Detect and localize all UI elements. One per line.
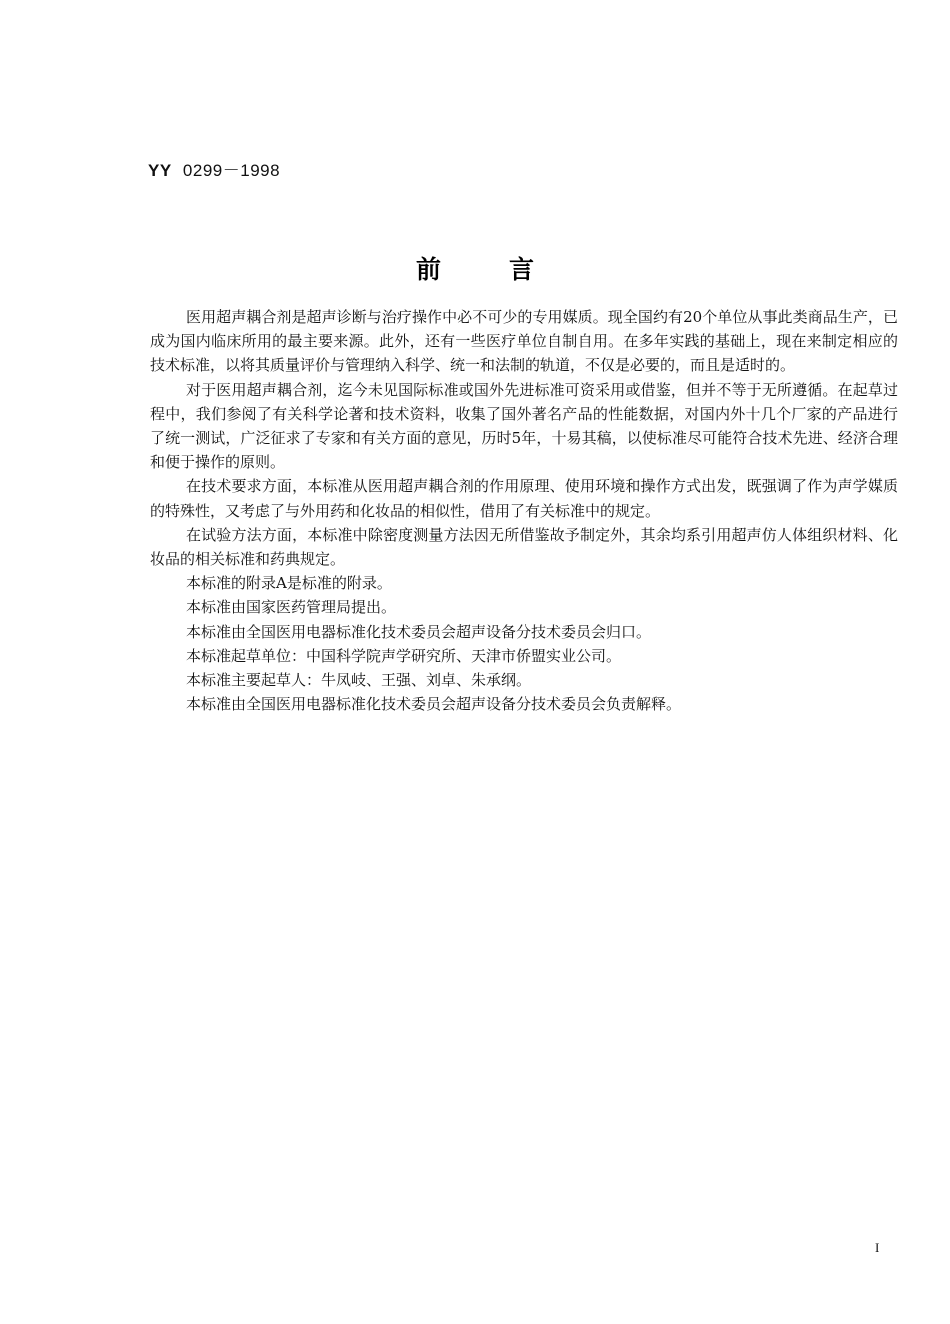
paragraph-2: 对于医用超声耦合剂，迄今未见国际标准或国外先进标准可资采用或借鉴，但并不等于无所遵循。在起草过程中，我们参阅了有关科学论著和技术资料，收集了国外著名产品的性能数据，对国内外十几个厂家的产品进行了统一测试，广泛征求了专家和有关方面的意见，历时5年，十易其稿，以使标准尽可能符合技术先进、经济合理和便于操作的原则。 [150, 380, 898, 472]
foreword-body [150, 305, 898, 716]
paragraph-10: 本标准由全国医用电器标准化技术委员会超声设备分技术委员会负责解释。 [186, 695, 682, 714]
paragraph-9: 本标准主要起草人：牛凤岐、王强、刘卓、朱承纲。 [186, 671, 532, 690]
standard-prefix: YY [148, 161, 172, 180]
paragraph-3: 在技术要求方面，本标准从医用超声耦合剂的作用原理、使用环境和操作方式出发，既强调了作为声学媒质的特殊性，又考虑了与外用药和化妆品的相似性，借用了有关标准中的规定。 [150, 477, 898, 520]
page-number: I [875, 1240, 880, 1255]
standard-number: 0299－1998 [182, 161, 281, 180]
paragraph-7: 本标准由全国医用电器标准化技术委员会超声设备分技术委员会归口。 [186, 622, 652, 641]
standard-code [148, 156, 280, 181]
paragraph-1: 医用超声耦合剂是超声诊断与治疗操作中必不可少的专用媒质。现全国约有20个单位从事此类商品生产，已成为国内临床所用的最主要来源。此外，还有一些医疗单位自制自用。在多年实践的基础上，现在来制定相应的技术标准，以将其质量评价与管理纳入科学、统一和法制的轨道，不仅是必要的，而且是适时的。 [150, 308, 898, 375]
paragraph-6: 本标准由国家医药管理局提出。 [186, 598, 397, 617]
section-title: 前言 [415, 255, 602, 284]
paragraph-8: 本标准起草单位：中国科学院声学研究所、天津市侨盟实业公司。 [186, 646, 622, 665]
paragraph-5: 本标准的附录A是标准的附录。 [186, 574, 392, 593]
paragraph-4: 在试验方法方面，本标准中除密度测量方法因无所借鉴故予制定外，其余均系引用超声仿人体组织材料、化妆品的相关标准和药典规定。 [150, 525, 898, 569]
